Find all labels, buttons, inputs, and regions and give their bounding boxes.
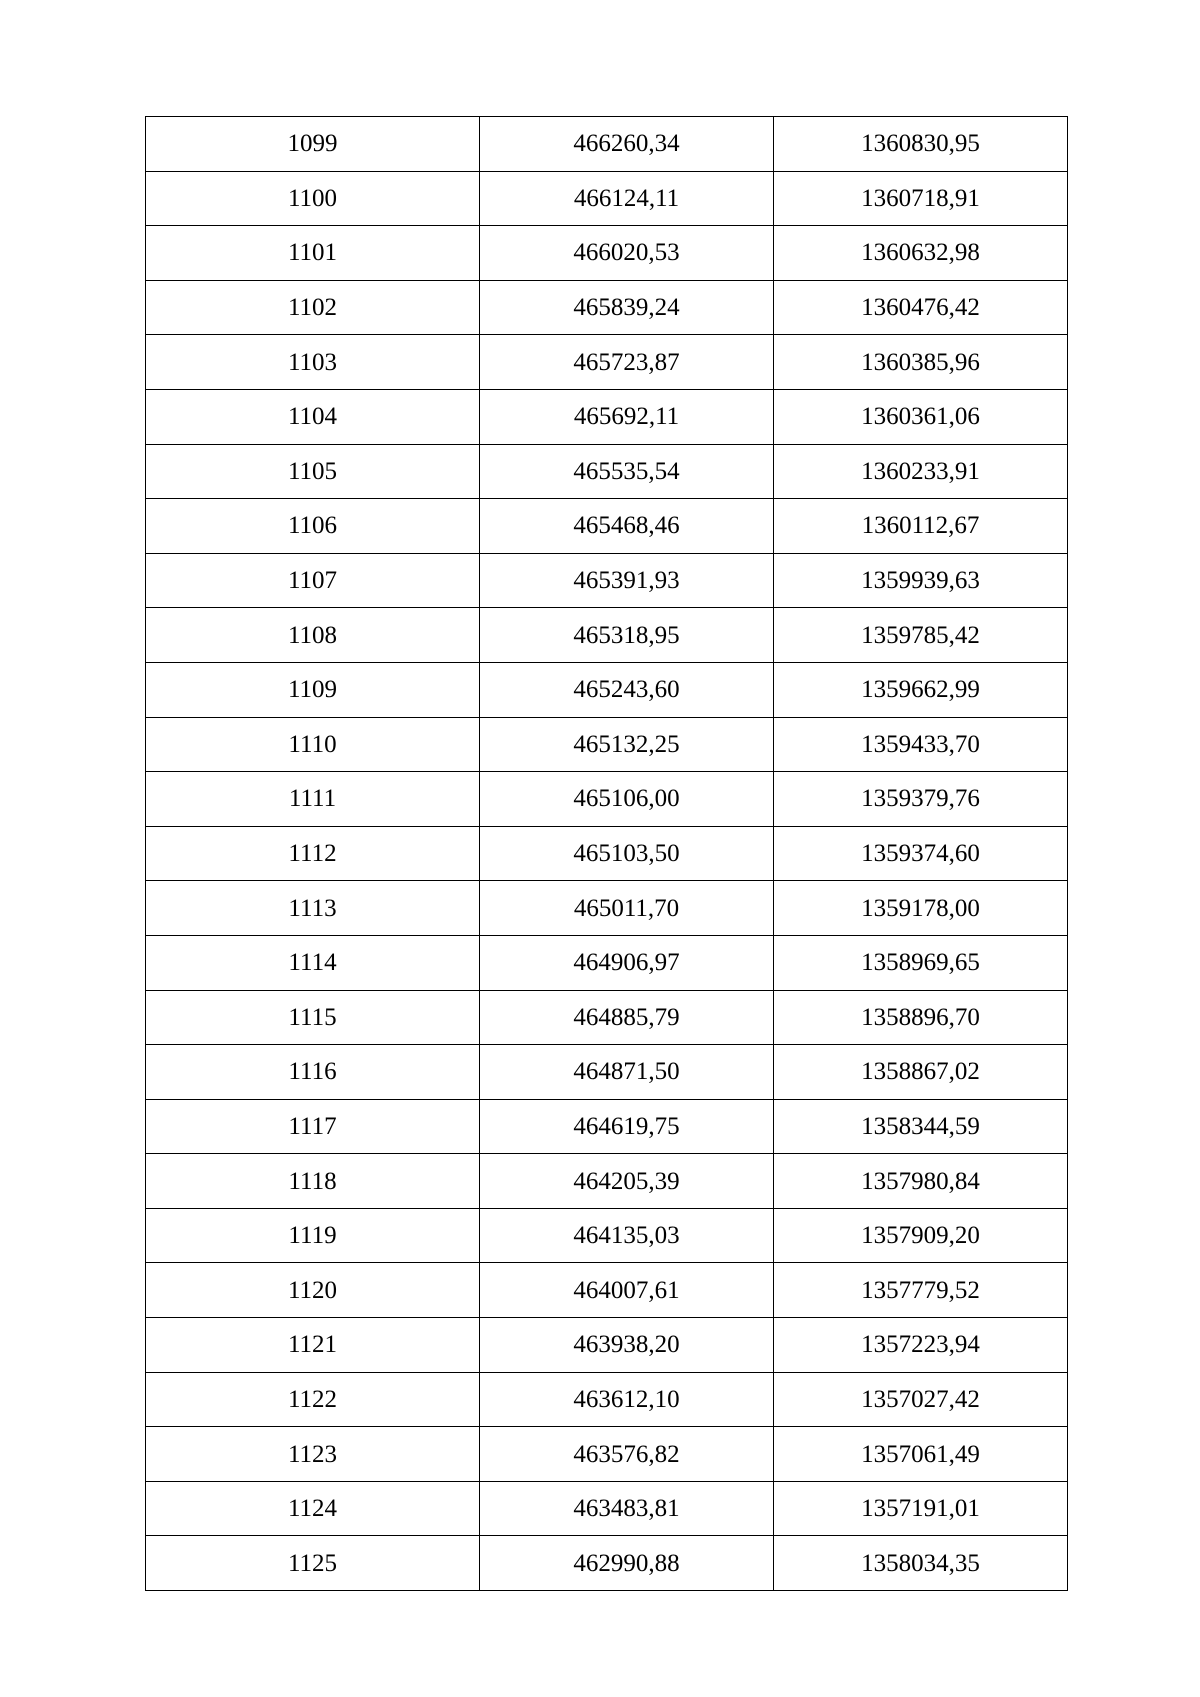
y-coordinate-cell: 1357779,52 bbox=[774, 1263, 1068, 1318]
table-row bbox=[146, 1427, 1068, 1482]
y-coordinate-cell: 1357909,20 bbox=[774, 1208, 1068, 1263]
table-row bbox=[146, 1099, 1068, 1154]
point-number-cell: 1110 bbox=[146, 717, 480, 772]
point-number-cell: 1123 bbox=[146, 1427, 480, 1482]
x-coordinate-cell: 465132,25 bbox=[480, 717, 774, 772]
point-number-cell: 1107 bbox=[146, 553, 480, 608]
y-coordinate-cell: 1357191,01 bbox=[774, 1481, 1068, 1536]
point-number-cell: 1115 bbox=[146, 990, 480, 1045]
y-coordinate-cell: 1357223,94 bbox=[774, 1318, 1068, 1373]
point-number-cell: 1109 bbox=[146, 662, 480, 717]
point-number-cell: 1111 bbox=[146, 772, 480, 827]
y-coordinate-cell: 1357027,42 bbox=[774, 1372, 1068, 1427]
table-row bbox=[146, 881, 1068, 936]
point-number-cell: 1119 bbox=[146, 1208, 480, 1263]
y-coordinate-cell: 1360361,06 bbox=[774, 389, 1068, 444]
x-coordinate-cell: 464135,03 bbox=[480, 1208, 774, 1263]
point-number-cell: 1124 bbox=[146, 1481, 480, 1536]
point-number-cell: 1103 bbox=[146, 335, 480, 390]
x-coordinate-cell: 466260,34 bbox=[480, 117, 774, 172]
point-number-cell: 1100 bbox=[146, 171, 480, 226]
point-number-cell: 1116 bbox=[146, 1045, 480, 1100]
y-coordinate-cell: 1358034,35 bbox=[774, 1536, 1068, 1591]
y-coordinate-cell: 1358344,59 bbox=[774, 1099, 1068, 1154]
point-number-cell: 1106 bbox=[146, 499, 480, 554]
y-coordinate-cell: 1359662,99 bbox=[774, 662, 1068, 717]
table-row bbox=[146, 280, 1068, 335]
point-number-cell: 1125 bbox=[146, 1536, 480, 1591]
point-number-cell: 1104 bbox=[146, 389, 480, 444]
table-row bbox=[146, 1263, 1068, 1318]
y-coordinate-cell: 1359939,63 bbox=[774, 553, 1068, 608]
coordinates-table-body bbox=[146, 117, 1068, 1591]
y-coordinate-cell: 1359178,00 bbox=[774, 881, 1068, 936]
y-coordinate-cell: 1359374,60 bbox=[774, 826, 1068, 881]
y-coordinate-cell: 1357061,49 bbox=[774, 1427, 1068, 1482]
y-coordinate-cell: 1360112,67 bbox=[774, 499, 1068, 554]
x-coordinate-cell: 464205,39 bbox=[480, 1154, 774, 1209]
table-row bbox=[146, 444, 1068, 499]
x-coordinate-cell: 465011,70 bbox=[480, 881, 774, 936]
point-number-cell: 1117 bbox=[146, 1099, 480, 1154]
table-row bbox=[146, 1208, 1068, 1263]
y-coordinate-cell: 1358896,70 bbox=[774, 990, 1068, 1045]
point-number-cell: 1114 bbox=[146, 935, 480, 990]
table-row bbox=[146, 389, 1068, 444]
x-coordinate-cell: 463576,82 bbox=[480, 1427, 774, 1482]
y-coordinate-cell: 1357980,84 bbox=[774, 1154, 1068, 1209]
table-row bbox=[146, 1481, 1068, 1536]
x-coordinate-cell: 464871,50 bbox=[480, 1045, 774, 1100]
point-number-cell: 1120 bbox=[146, 1263, 480, 1318]
point-number-cell: 1099 bbox=[146, 117, 480, 172]
table-row bbox=[146, 772, 1068, 827]
table-row bbox=[146, 499, 1068, 554]
x-coordinate-cell: 464619,75 bbox=[480, 1099, 774, 1154]
x-coordinate-cell: 465106,00 bbox=[480, 772, 774, 827]
y-coordinate-cell: 1358969,65 bbox=[774, 935, 1068, 990]
table-row bbox=[146, 1372, 1068, 1427]
table-row bbox=[146, 717, 1068, 772]
table-row bbox=[146, 1536, 1068, 1591]
y-coordinate-cell: 1360233,91 bbox=[774, 444, 1068, 499]
point-number-cell: 1112 bbox=[146, 826, 480, 881]
y-coordinate-cell: 1359785,42 bbox=[774, 608, 1068, 663]
x-coordinate-cell: 465839,24 bbox=[480, 280, 774, 335]
table-row bbox=[146, 608, 1068, 663]
x-coordinate-cell: 466124,11 bbox=[480, 171, 774, 226]
coordinates-table bbox=[145, 116, 1068, 1591]
y-coordinate-cell: 1359433,70 bbox=[774, 717, 1068, 772]
table-row bbox=[146, 990, 1068, 1045]
x-coordinate-cell: 465243,60 bbox=[480, 662, 774, 717]
point-number-cell: 1101 bbox=[146, 226, 480, 281]
x-coordinate-cell: 464007,61 bbox=[480, 1263, 774, 1318]
x-coordinate-cell: 465391,93 bbox=[480, 553, 774, 608]
point-number-cell: 1122 bbox=[146, 1372, 480, 1427]
x-coordinate-cell: 465723,87 bbox=[480, 335, 774, 390]
x-coordinate-cell: 464885,79 bbox=[480, 990, 774, 1045]
y-coordinate-cell: 1358867,02 bbox=[774, 1045, 1068, 1100]
point-number-cell: 1121 bbox=[146, 1318, 480, 1373]
table-row bbox=[146, 826, 1068, 881]
x-coordinate-cell: 465318,95 bbox=[480, 608, 774, 663]
y-coordinate-cell: 1360385,96 bbox=[774, 335, 1068, 390]
table-row bbox=[146, 335, 1068, 390]
table-row bbox=[146, 935, 1068, 990]
x-coordinate-cell: 465692,11 bbox=[480, 389, 774, 444]
x-coordinate-cell: 463612,10 bbox=[480, 1372, 774, 1427]
y-coordinate-cell: 1360476,42 bbox=[774, 280, 1068, 335]
table-row bbox=[146, 553, 1068, 608]
x-coordinate-cell: 462990,88 bbox=[480, 1536, 774, 1591]
table-row bbox=[146, 117, 1068, 172]
y-coordinate-cell: 1360718,91 bbox=[774, 171, 1068, 226]
x-coordinate-cell: 465535,54 bbox=[480, 444, 774, 499]
table-row bbox=[146, 1154, 1068, 1209]
table-row bbox=[146, 1318, 1068, 1373]
x-coordinate-cell: 463483,81 bbox=[480, 1481, 774, 1536]
point-number-cell: 1105 bbox=[146, 444, 480, 499]
table-row bbox=[146, 1045, 1068, 1100]
point-number-cell: 1108 bbox=[146, 608, 480, 663]
point-number-cell: 1102 bbox=[146, 280, 480, 335]
x-coordinate-cell: 463938,20 bbox=[480, 1318, 774, 1373]
x-coordinate-cell: 464906,97 bbox=[480, 935, 774, 990]
x-coordinate-cell: 465468,46 bbox=[480, 499, 774, 554]
point-number-cell: 1118 bbox=[146, 1154, 480, 1209]
x-coordinate-cell: 465103,50 bbox=[480, 826, 774, 881]
y-coordinate-cell: 1360830,95 bbox=[774, 117, 1068, 172]
y-coordinate-cell: 1360632,98 bbox=[774, 226, 1068, 281]
x-coordinate-cell: 466020,53 bbox=[480, 226, 774, 281]
table-row bbox=[146, 662, 1068, 717]
table-row bbox=[146, 171, 1068, 226]
point-number-cell: 1113 bbox=[146, 881, 480, 936]
table-row bbox=[146, 226, 1068, 281]
y-coordinate-cell: 1359379,76 bbox=[774, 772, 1068, 827]
